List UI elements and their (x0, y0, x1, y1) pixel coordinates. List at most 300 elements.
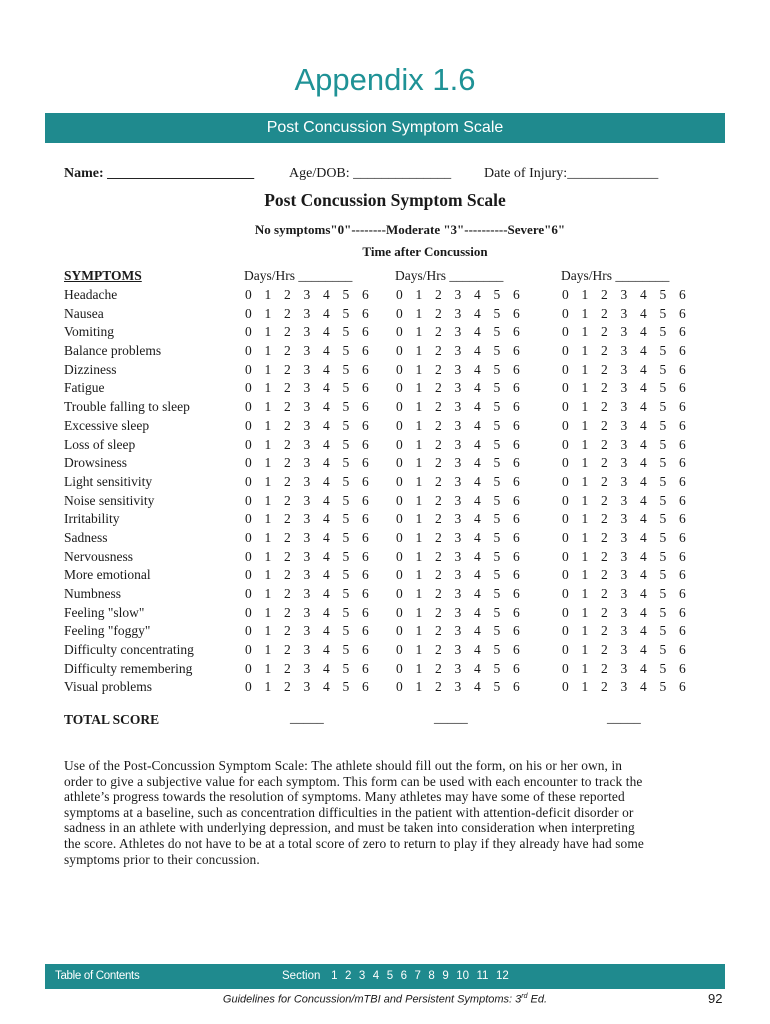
score-option[interactable]: 2 (435, 287, 442, 302)
score-option[interactable]: 1 (264, 529, 272, 545)
score-option[interactable]: 3 (620, 343, 628, 359)
score-option[interactable]: 3 (620, 567, 628, 583)
score-option[interactable]: 2 (284, 548, 291, 564)
score-option[interactable]: 0 (245, 492, 252, 508)
score-option[interactable]: 4 (640, 586, 647, 601)
score-option[interactable]: 2 (284, 511, 291, 527)
score-option[interactable]: 2 (601, 417, 608, 433)
score-option[interactable]: 0 (245, 567, 252, 583)
score-option[interactable]: 6 (513, 529, 520, 545)
score-option[interactable]: 1 (264, 417, 272, 433)
score-option[interactable]: 1 (581, 492, 589, 508)
score-option[interactable]: 2 (284, 343, 291, 359)
score-option[interactable]: 0 (562, 660, 569, 676)
score-option[interactable]: 6 (679, 343, 686, 359)
score-option[interactable]: 6 (362, 399, 369, 415)
score-option[interactable]: 3 (620, 473, 628, 489)
score-option[interactable]: 3 (620, 642, 628, 658)
score-option[interactable]: 5 (493, 343, 501, 359)
score-option[interactable]: 3 (454, 343, 462, 359)
score-option[interactable]: 6 (362, 492, 369, 508)
score-option[interactable]: 5 (493, 660, 501, 676)
score-option[interactable]: 6 (679, 473, 686, 489)
score-option[interactable]: 6 (513, 623, 520, 639)
score-option[interactable]: 3 (303, 492, 311, 508)
score-option[interactable]: 3 (620, 604, 628, 620)
score-option[interactable]: 6 (362, 679, 369, 695)
score-option[interactable]: 0 (245, 436, 252, 452)
score-option[interactable]: 4 (640, 455, 647, 471)
score-option[interactable]: 1 (581, 642, 589, 658)
score-option[interactable]: 2 (435, 511, 442, 527)
score-option[interactable]: 4 (474, 436, 481, 452)
score-option[interactable]: 5 (659, 417, 667, 433)
score-option[interactable]: 0 (396, 586, 403, 601)
score-option[interactable]: 6 (679, 623, 686, 639)
score-option[interactable]: 6 (679, 567, 686, 583)
score-option[interactable]: 3 (454, 287, 462, 302)
score-option[interactable]: 1 (581, 679, 589, 695)
score-option[interactable]: 0 (562, 623, 569, 639)
score-option[interactable]: 2 (284, 455, 291, 471)
score-option[interactable]: 5 (659, 287, 667, 302)
score-option[interactable]: 2 (435, 660, 442, 676)
score-option[interactable]: 0 (396, 399, 403, 415)
score-option[interactable]: 0 (245, 679, 252, 695)
score-option[interactable]: 5 (493, 455, 501, 471)
score-option[interactable]: 0 (245, 361, 252, 377)
score-option[interactable]: 3 (303, 586, 311, 601)
score-option[interactable]: 5 (342, 586, 350, 601)
score-option[interactable]: 5 (493, 529, 501, 545)
column-header-2[interactable]: Days/Hrs ________ (395, 268, 504, 283)
score-option[interactable]: 6 (362, 287, 369, 302)
score-option[interactable]: 5 (342, 679, 350, 695)
score-option[interactable]: 1 (415, 604, 423, 620)
score-option[interactable]: 5 (342, 548, 350, 564)
score-option[interactable]: 4 (474, 511, 481, 527)
score-option[interactable]: 0 (562, 343, 569, 359)
score-option[interactable]: 1 (415, 455, 423, 471)
score-option[interactable]: 2 (435, 529, 442, 545)
score-option[interactable]: 3 (620, 511, 628, 527)
score-option[interactable]: 4 (323, 436, 330, 452)
score-option[interactable]: 5 (342, 399, 350, 415)
score-option[interactable]: 2 (435, 586, 442, 601)
score-option[interactable]: 1 (581, 586, 589, 601)
score-option[interactable]: 3 (454, 361, 462, 377)
score-option[interactable]: 1 (581, 455, 589, 471)
score-option[interactable]: 4 (323, 399, 330, 415)
score-option[interactable]: 2 (284, 436, 291, 452)
score-option[interactable]: 5 (342, 623, 350, 639)
score-option[interactable]: 4 (640, 623, 647, 639)
score-option[interactable]: 4 (474, 473, 481, 489)
score-option[interactable]: 5 (493, 511, 501, 527)
score-option[interactable]: 2 (601, 399, 608, 415)
score-option[interactable]: 2 (601, 604, 608, 620)
score-option[interactable]: 1 (264, 660, 272, 676)
score-option[interactable]: 5 (659, 455, 667, 471)
score-option[interactable]: 2 (435, 679, 442, 695)
score-option[interactable]: 5 (659, 492, 667, 508)
score-option[interactable]: 3 (454, 455, 462, 471)
score-option[interactable]: 0 (562, 436, 569, 452)
score-option[interactable]: 2 (435, 343, 442, 359)
score-option[interactable]: 0 (562, 586, 569, 601)
score-option[interactable]: 2 (601, 436, 608, 452)
score-option[interactable]: 0 (396, 511, 403, 527)
score-option[interactable]: 1 (264, 679, 272, 695)
section-link-9[interactable]: 9 (442, 970, 449, 982)
score-option[interactable]: 4 (323, 511, 330, 527)
score-option[interactable]: 2 (601, 492, 608, 508)
score-option[interactable]: 0 (562, 679, 569, 695)
score-option[interactable]: 1 (264, 548, 272, 564)
score-option[interactable]: 1 (581, 436, 589, 452)
score-option[interactable]: 2 (284, 623, 291, 639)
score-option[interactable]: 1 (415, 305, 423, 321)
score-option[interactable]: 6 (679, 361, 686, 377)
score-option[interactable]: 0 (396, 324, 403, 340)
score-option[interactable]: 2 (284, 529, 291, 545)
score-option[interactable]: 3 (620, 548, 628, 564)
score-option[interactable]: 0 (245, 548, 252, 564)
score-option[interactable]: 0 (396, 604, 403, 620)
score-option[interactable]: 2 (284, 492, 291, 508)
score-option[interactable]: 6 (679, 399, 686, 415)
score-option[interactable]: 6 (362, 324, 369, 340)
score-option[interactable]: 3 (303, 436, 311, 452)
score-option[interactable]: 5 (659, 324, 667, 340)
score-option[interactable]: 1 (415, 343, 423, 359)
score-option[interactable]: 5 (342, 567, 350, 583)
score-option[interactable]: 0 (396, 492, 403, 508)
score-option[interactable]: 3 (620, 361, 628, 377)
score-option[interactable]: 1 (415, 361, 423, 377)
score-option[interactable]: 0 (562, 361, 569, 377)
score-option[interactable]: 6 (513, 399, 520, 415)
score-option[interactable]: 3 (454, 380, 462, 396)
score-option[interactable]: 6 (513, 567, 520, 583)
score-option[interactable]: 0 (245, 343, 252, 359)
score-option[interactable]: 0 (245, 287, 252, 302)
score-option[interactable]: 5 (659, 529, 667, 545)
score-option[interactable]: 4 (640, 343, 647, 359)
score-option[interactable]: 3 (620, 399, 628, 415)
score-option[interactable]: 3 (454, 642, 462, 658)
score-option[interactable]: 2 (284, 380, 291, 396)
score-option[interactable]: 6 (362, 417, 369, 433)
score-option[interactable]: 1 (581, 324, 589, 340)
score-option[interactable]: 3 (620, 586, 628, 601)
score-option[interactable]: 5 (342, 492, 350, 508)
score-option[interactable]: 0 (245, 380, 252, 396)
score-option[interactable]: 5 (659, 660, 667, 676)
score-option[interactable]: 3 (620, 417, 628, 433)
score-option[interactable]: 2 (601, 679, 608, 695)
score-option[interactable]: 4 (474, 399, 481, 415)
score-option[interactable]: 4 (323, 567, 330, 583)
score-option[interactable]: 4 (474, 343, 481, 359)
score-option[interactable]: 5 (342, 660, 350, 676)
score-option[interactable]: 4 (323, 623, 330, 639)
score-option[interactable]: 5 (342, 324, 350, 340)
score-option[interactable]: 3 (303, 361, 311, 377)
score-option[interactable]: 2 (435, 492, 442, 508)
score-option[interactable]: 5 (342, 473, 350, 489)
score-option[interactable]: 0 (562, 473, 569, 489)
total-score-blank-1[interactable]: _____ (290, 710, 324, 725)
score-option[interactable]: 3 (454, 305, 462, 321)
score-option[interactable]: 1 (581, 567, 589, 583)
score-option[interactable]: 0 (396, 380, 403, 396)
score-option[interactable]: 1 (415, 511, 423, 527)
score-option[interactable]: 4 (474, 380, 481, 396)
score-option[interactable]: 4 (323, 287, 330, 302)
score-option[interactable]: 4 (474, 417, 481, 433)
score-option[interactable]: 2 (435, 567, 442, 583)
score-option[interactable]: 3 (303, 567, 311, 583)
score-option[interactable]: 6 (679, 287, 686, 302)
score-option[interactable]: 6 (362, 604, 369, 620)
score-option[interactable]: 2 (601, 380, 608, 396)
score-option[interactable]: 0 (245, 417, 252, 433)
score-option[interactable]: 4 (640, 361, 647, 377)
score-option[interactable]: 5 (659, 604, 667, 620)
score-option[interactable]: 4 (474, 604, 481, 620)
column-header-3[interactable]: Days/Hrs ________ (561, 268, 670, 283)
score-option[interactable]: 0 (562, 287, 569, 302)
score-option[interactable]: 4 (474, 305, 481, 321)
score-option[interactable]: 4 (474, 361, 481, 377)
score-option[interactable]: 2 (435, 324, 442, 340)
score-option[interactable]: 6 (513, 343, 520, 359)
score-option[interactable]: 6 (513, 586, 520, 601)
score-option[interactable]: 3 (620, 436, 628, 452)
score-option[interactable]: 4 (640, 399, 647, 415)
score-option[interactable]: 6 (362, 529, 369, 545)
score-option[interactable]: 4 (474, 642, 481, 658)
score-option[interactable]: 3 (454, 623, 462, 639)
score-option[interactable]: 0 (562, 604, 569, 620)
score-option[interactable]: 0 (245, 305, 252, 321)
score-option[interactable]: 6 (679, 380, 686, 396)
score-option[interactable]: 6 (513, 305, 520, 321)
score-option[interactable]: 3 (620, 305, 628, 321)
score-option[interactable]: 1 (264, 399, 272, 415)
score-option[interactable]: 5 (342, 343, 350, 359)
score-option[interactable]: 5 (659, 305, 667, 321)
score-option[interactable]: 6 (513, 287, 520, 302)
score-option[interactable]: 4 (323, 604, 330, 620)
score-option[interactable]: 3 (454, 436, 462, 452)
score-option[interactable]: 1 (264, 380, 272, 396)
score-option[interactable]: 4 (640, 529, 647, 545)
score-option[interactable]: 4 (640, 417, 647, 433)
score-option[interactable]: 5 (493, 567, 501, 583)
score-option[interactable]: 3 (303, 305, 311, 321)
score-option[interactable]: 1 (415, 529, 423, 545)
score-option[interactable]: 5 (342, 305, 350, 321)
score-option[interactable]: 2 (435, 361, 442, 377)
score-option[interactable]: 3 (303, 399, 311, 415)
score-option[interactable]: 2 (284, 660, 291, 676)
score-option[interactable]: 1 (264, 361, 272, 377)
total-score-blank-3[interactable]: _____ (607, 710, 641, 725)
score-option[interactable]: 6 (679, 492, 686, 508)
score-option[interactable]: 2 (284, 604, 291, 620)
score-option[interactable]: 5 (493, 305, 501, 321)
score-option[interactable]: 5 (493, 287, 501, 302)
score-option[interactable]: 2 (435, 417, 442, 433)
score-option[interactable]: 4 (474, 679, 481, 695)
score-option[interactable]: 0 (245, 604, 252, 620)
score-option[interactable]: 1 (264, 324, 272, 340)
score-option[interactable]: 3 (620, 324, 628, 340)
score-option[interactable]: 2 (601, 660, 608, 676)
score-option[interactable]: 5 (659, 623, 667, 639)
score-option[interactable]: 5 (493, 604, 501, 620)
score-option[interactable]: 3 (303, 604, 311, 620)
score-option[interactable]: 3 (303, 455, 311, 471)
score-option[interactable]: 6 (362, 473, 369, 489)
score-option[interactable]: 0 (562, 399, 569, 415)
score-option[interactable]: 3 (303, 324, 311, 340)
score-option[interactable]: 3 (454, 511, 462, 527)
score-option[interactable]: 5 (342, 417, 350, 433)
score-option[interactable]: 3 (303, 529, 311, 545)
score-option[interactable]: 1 (581, 417, 589, 433)
score-option[interactable]: 0 (245, 399, 252, 415)
score-option[interactable]: 3 (620, 380, 628, 396)
score-option[interactable]: 6 (513, 492, 520, 508)
score-option[interactable]: 1 (415, 473, 423, 489)
score-option[interactable]: 3 (303, 287, 311, 302)
score-option[interactable]: 3 (303, 548, 311, 564)
score-option[interactable]: 4 (640, 287, 647, 302)
score-option[interactable]: 0 (562, 380, 569, 396)
score-option[interactable]: 5 (493, 642, 501, 658)
score-option[interactable]: 2 (601, 324, 608, 340)
score-option[interactable]: 0 (245, 473, 252, 489)
score-option[interactable]: 5 (493, 399, 501, 415)
score-option[interactable]: 6 (513, 548, 520, 564)
score-option[interactable]: 0 (396, 417, 403, 433)
score-option[interactable]: 1 (264, 642, 272, 658)
score-option[interactable]: 6 (679, 586, 686, 601)
score-option[interactable]: 1 (415, 287, 423, 302)
score-option[interactable]: 2 (435, 642, 442, 658)
score-option[interactable]: 3 (303, 417, 311, 433)
score-option[interactable]: 2 (435, 455, 442, 471)
score-option[interactable]: 0 (562, 324, 569, 340)
score-option[interactable]: 2 (284, 324, 291, 340)
score-option[interactable]: 5 (493, 324, 501, 340)
score-option[interactable]: 1 (581, 361, 589, 377)
score-option[interactable]: 4 (323, 343, 330, 359)
score-option[interactable]: 3 (620, 529, 628, 545)
score-option[interactable]: 3 (303, 511, 311, 527)
section-link-5[interactable]: 5 (386, 970, 394, 982)
score-option[interactable]: 5 (342, 604, 350, 620)
score-option[interactable]: 4 (323, 529, 330, 545)
score-option[interactable]: 6 (679, 511, 686, 527)
score-option[interactable]: 6 (362, 380, 369, 396)
score-option[interactable]: 1 (415, 492, 423, 508)
score-option[interactable]: 4 (640, 604, 647, 620)
score-option[interactable]: 6 (679, 417, 686, 433)
date-of-injury-field[interactable]: Date of Injury:_____________ (484, 166, 659, 181)
score-option[interactable]: 4 (323, 660, 330, 676)
score-option[interactable]: 3 (454, 399, 462, 415)
score-option[interactable]: 0 (562, 529, 569, 545)
score-option[interactable]: 5 (659, 399, 667, 415)
score-option[interactable]: 2 (284, 287, 291, 302)
score-option[interactable]: 6 (679, 455, 686, 471)
score-option[interactable]: 4 (640, 679, 647, 695)
column-header-1[interactable]: Days/Hrs ________ (244, 268, 353, 283)
score-option[interactable]: 1 (581, 305, 589, 321)
score-option[interactable]: 6 (362, 511, 369, 527)
score-option[interactable]: 2 (284, 642, 291, 658)
score-option[interactable]: 6 (362, 642, 369, 658)
score-option[interactable]: 6 (362, 623, 369, 639)
score-option[interactable]: 1 (415, 417, 423, 433)
score-option[interactable]: 2 (601, 586, 608, 601)
score-option[interactable]: 5 (493, 436, 501, 452)
score-option[interactable]: 6 (362, 343, 369, 359)
score-option[interactable]: 3 (303, 679, 311, 695)
score-option[interactable]: 0 (396, 679, 403, 695)
score-option[interactable]: 2 (284, 305, 291, 321)
section-link-10[interactable]: 10 (456, 970, 470, 982)
score-option[interactable]: 6 (362, 361, 369, 377)
score-option[interactable]: 5 (659, 380, 667, 396)
score-option[interactable]: 1 (581, 604, 589, 620)
score-option[interactable]: 4 (474, 623, 481, 639)
score-option[interactable]: 2 (601, 305, 608, 321)
score-option[interactable]: 4 (323, 417, 330, 433)
score-option[interactable]: 4 (323, 586, 330, 601)
score-option[interactable]: 1 (264, 511, 272, 527)
score-option[interactable]: 3 (454, 324, 462, 340)
score-option[interactable]: 5 (493, 473, 501, 489)
score-option[interactable]: 1 (581, 399, 589, 415)
score-option[interactable]: 6 (362, 567, 369, 583)
section-link-2[interactable]: 2 (344, 970, 352, 982)
score-option[interactable]: 1 (581, 511, 589, 527)
score-option[interactable]: 4 (640, 548, 647, 564)
score-option[interactable]: 6 (362, 455, 369, 471)
score-option[interactable]: 1 (581, 380, 589, 396)
score-option[interactable]: 4 (474, 586, 481, 601)
score-option[interactable]: 2 (284, 473, 291, 489)
score-option[interactable]: 3 (454, 529, 462, 545)
score-option[interactable]: 2 (284, 679, 291, 695)
score-option[interactable]: 1 (415, 642, 423, 658)
score-option[interactable]: 0 (562, 567, 569, 583)
score-option[interactable]: 0 (562, 511, 569, 527)
score-option[interactable]: 5 (659, 436, 667, 452)
score-option[interactable]: 6 (513, 455, 520, 471)
score-option[interactable]: 6 (679, 548, 686, 564)
score-option[interactable]: 0 (245, 529, 252, 545)
score-option[interactable]: 3 (454, 548, 462, 564)
score-option[interactable]: 0 (396, 567, 403, 583)
score-option[interactable]: 6 (513, 604, 520, 620)
score-option[interactable]: 1 (264, 567, 272, 583)
